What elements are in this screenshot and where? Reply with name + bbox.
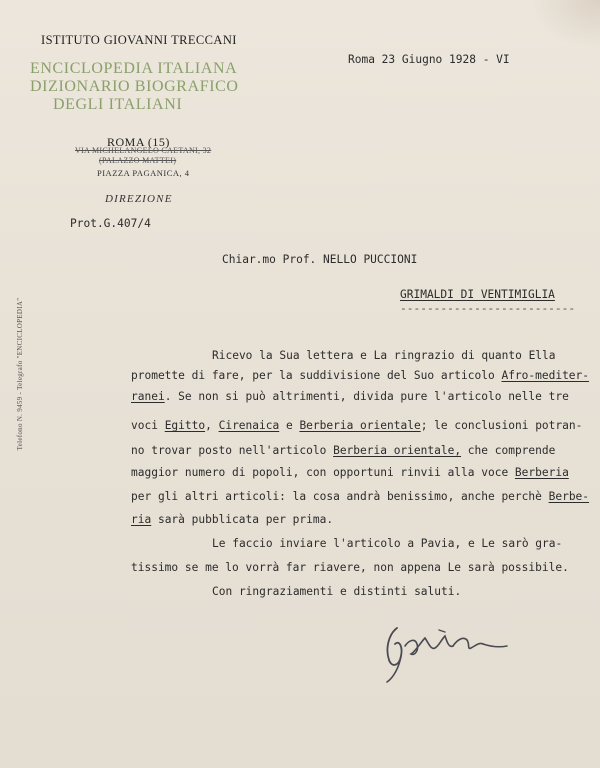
underlined-term: ranei xyxy=(131,390,165,403)
body-line-9: Le faccio inviare l'articolo a Pavia, e Le sarò gra- xyxy=(212,537,563,550)
struck-old-palazzo: (PALAZZO MATTEI) xyxy=(99,156,177,165)
institute-name: ISTITUTO GIOVANNI TRECCANI xyxy=(41,33,237,47)
body-text: ; le conclusioni potran- xyxy=(420,419,583,432)
recipient-place: GRIMALDI DI VENTIMIGLIA xyxy=(400,288,555,301)
encyclopedia-title-line2: DIZIONARIO BIOGRAFICO xyxy=(30,78,239,95)
letterhead-city: ROMA (15) xyxy=(107,135,170,149)
handwritten-signature xyxy=(375,610,525,690)
body-line-1: Ricevo la Sua lettera e La ringrazio di quanto Ella xyxy=(212,349,556,362)
protocol-number: Prot.G.407/4 xyxy=(70,217,151,230)
body-line-7 xyxy=(131,490,589,503)
recipient-salutation: Chiar.mo Prof. NELLO PUCCIONI xyxy=(222,253,418,266)
underlined-term: Berbe- xyxy=(548,490,590,503)
body-line-5 xyxy=(131,444,555,457)
underlined-term: Berberia xyxy=(514,466,569,479)
body-text: voci xyxy=(131,419,165,432)
body-line-3 xyxy=(131,390,569,403)
struck-old-address: VIA MICHELANGELO CAETANI, 32 xyxy=(75,146,212,155)
body-text: no trovar posto nell'articolo xyxy=(131,444,334,457)
body-line-4 xyxy=(131,419,582,432)
body-text: , xyxy=(205,419,219,432)
encyclopedia-title-line3: DEGLI ITALIANI xyxy=(53,96,183,113)
body-text: maggior numero di popoli, con opportuni rinvii alla voce xyxy=(131,466,515,479)
body-line-10: tissimo se me lo vorrà far riavere, non appena Le sarà possibile. xyxy=(131,561,569,574)
underlined-term: Berberia orientale, xyxy=(333,444,462,457)
encyclopedia-title-line1: ENCICLOPEDIA ITALIANA xyxy=(30,60,238,77)
underlined-term: Cirenaica xyxy=(218,419,280,432)
letterhead-address: PIAZZA PAGANICA, 4 xyxy=(97,168,190,178)
body-line-8 xyxy=(131,513,333,526)
body-text: sarà pubblicata per prima. xyxy=(151,513,334,526)
underlined-term: ria xyxy=(131,513,152,526)
body-text: per gli altri articoli: la cosa andrà benissimo, anche perchè xyxy=(131,490,549,503)
body-text: che comprende xyxy=(461,444,556,457)
body-text: e xyxy=(279,419,300,432)
body-text: . Se non si può altrimenti, divida pure l'articolo nelle tre xyxy=(164,390,569,403)
recipient-rule: -------------------------- xyxy=(400,302,576,315)
body-line-2 xyxy=(131,369,589,382)
letter-date: Roma 23 Giugno 1928 - VI xyxy=(348,53,510,66)
underlined-term: Berberia orientale xyxy=(299,419,421,432)
body-line-6 xyxy=(131,466,569,479)
side-contact-info: Telefono N. 9459 - Telegrafo "ENCICLOPEDIA" xyxy=(16,297,24,451)
paper-stain xyxy=(530,0,600,50)
body-text: promette di fare, per la suddivisione del Suo articolo xyxy=(131,369,502,382)
closing-line: Con ringraziamenti e distinti saluti. xyxy=(212,585,462,598)
underlined-term: Egitto xyxy=(164,419,206,432)
underlined-term: Afro-mediter- xyxy=(501,369,590,382)
letterhead-department: DIREZIONE xyxy=(105,193,173,205)
